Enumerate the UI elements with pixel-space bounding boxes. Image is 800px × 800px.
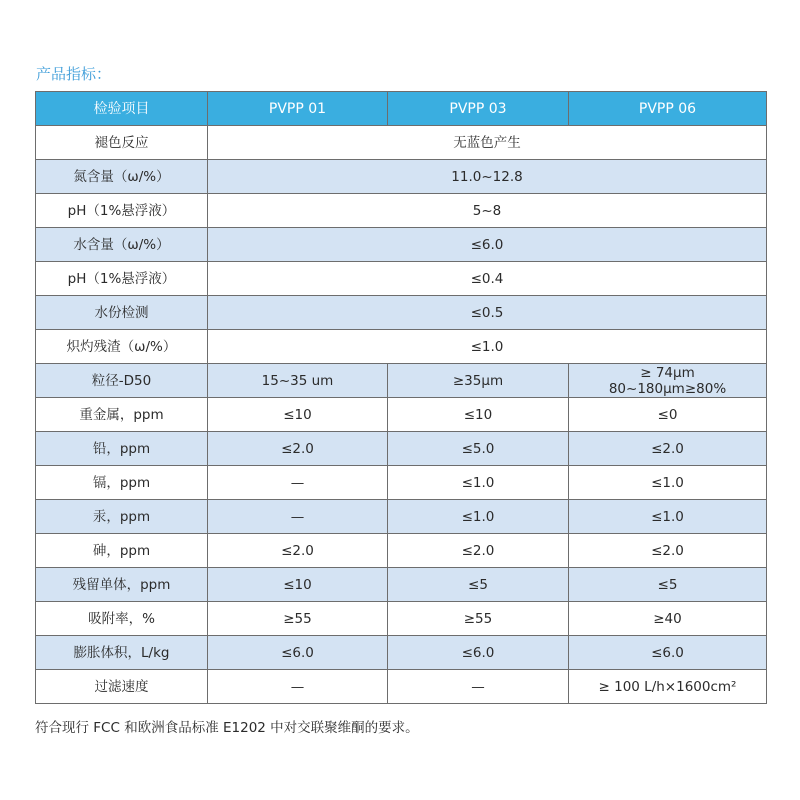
row-value-pvpp01: — — [208, 500, 388, 534]
row-value-pvpp03: ≥35μm — [388, 364, 569, 398]
row-label: 水份检测 — [36, 296, 208, 330]
table-row — [36, 602, 767, 636]
row-value-pvpp06: ≤5 — [569, 568, 767, 602]
compliance-note: 符合现行 FCC 和欧洲食品标准 E1202 中对交联聚维酮的要求。 — [35, 720, 419, 736]
row-value-merged: 5~8 — [208, 194, 767, 228]
spec-table — [35, 91, 767, 704]
row-value-pvpp01: — — [208, 466, 388, 500]
row-value-pvpp06: ≤6.0 — [569, 636, 767, 670]
table-row — [36, 500, 767, 534]
row-value-pvpp03: ≤10 — [388, 398, 569, 432]
table-row — [36, 262, 767, 296]
row-label: 炽灼残渣（ω/%） — [36, 330, 208, 364]
table-row — [36, 670, 767, 704]
row-label: 褪色反应 — [36, 126, 208, 160]
table-row — [36, 432, 767, 466]
table-header-row — [36, 92, 767, 126]
row-value-pvpp03: ≤1.0 — [388, 500, 569, 534]
row-value-merged: 无蓝色产生 — [208, 126, 767, 160]
table-row — [36, 466, 767, 500]
row-label: 过滤速度 — [36, 670, 208, 704]
row-label: 重金属，ppm — [36, 398, 208, 432]
row-value-pvpp01: ≤2.0 — [208, 432, 388, 466]
table-row — [36, 568, 767, 602]
table-row — [36, 126, 767, 160]
row-value-pvpp01: ≥55 — [208, 602, 388, 636]
row-value-merged: 11.0~12.8 — [208, 160, 767, 194]
row-value-pvpp03: ≤6.0 — [388, 636, 569, 670]
row-label: 氮含量（ω/%） — [36, 160, 208, 194]
row-value-pvpp06: ≥ 100 L/h×1600cm² — [569, 670, 767, 704]
row-value-pvpp01: ≤6.0 — [208, 636, 388, 670]
row-value-merged: ≤1.0 — [208, 330, 767, 364]
row-value-pvpp06-line2: 80~180μm≥80% — [608, 380, 727, 397]
page-title: 产品指标： — [36, 65, 112, 83]
row-value-pvpp03: ≤5.0 — [388, 432, 569, 466]
table-row — [36, 534, 767, 568]
row-label: 吸附率，% — [36, 602, 208, 636]
row-value-pvpp06 — [569, 364, 767, 398]
row-value-pvpp03: ≤1.0 — [388, 466, 569, 500]
row-label: 水含量（ω/%） — [36, 228, 208, 262]
header-pvpp06: PVPP 06 — [569, 92, 767, 126]
row-label: 汞，ppm — [36, 500, 208, 534]
row-label: 铅，ppm — [36, 432, 208, 466]
row-value-pvpp01: — — [208, 670, 388, 704]
row-value-pvpp06: ≤0 — [569, 398, 767, 432]
row-value-pvpp01: ≤10 — [208, 398, 388, 432]
table-row — [36, 160, 767, 194]
row-value-pvpp06: ≤1.0 — [569, 500, 767, 534]
row-value-pvpp03: ≥55 — [388, 602, 569, 636]
row-value-pvpp06: ≤2.0 — [569, 534, 767, 568]
row-value-pvpp06: ≤1.0 — [569, 466, 767, 500]
row-value-pvpp01: 15~35 um — [208, 364, 388, 398]
table-row — [36, 636, 767, 670]
row-label: 砷，ppm — [36, 534, 208, 568]
row-value-pvpp06: ≤2.0 — [569, 432, 767, 466]
header-pvpp01: PVPP 01 — [208, 92, 388, 126]
table-row — [36, 398, 767, 432]
row-value-pvpp03: — — [388, 670, 569, 704]
row-value-merged: ≤0.5 — [208, 296, 767, 330]
row-value-pvpp03: ≤2.0 — [388, 534, 569, 568]
row-value-pvpp03: ≤5 — [388, 568, 569, 602]
row-value-pvpp06: ≥40 — [569, 602, 767, 636]
row-label: 粒径-D50 — [36, 364, 208, 398]
row-label: 镉，ppm — [36, 466, 208, 500]
row-label: pH（1%悬浮液） — [36, 194, 208, 228]
table-row — [36, 194, 767, 228]
table-row — [36, 228, 767, 262]
table-row — [36, 330, 767, 364]
header-item: 检验项目 — [36, 92, 208, 126]
row-value-pvpp06-line1: ≥ 74μm — [640, 364, 695, 381]
table-row — [36, 296, 767, 330]
row-value-merged: ≤6.0 — [208, 228, 767, 262]
table-row — [36, 364, 767, 398]
row-label: 膨胀体积，L/kg — [36, 636, 208, 670]
row-value-merged: ≤0.4 — [208, 262, 767, 296]
row-value-pvpp01: ≤10 — [208, 568, 388, 602]
row-value-pvpp01: ≤2.0 — [208, 534, 388, 568]
header-pvpp03: PVPP 03 — [388, 92, 569, 126]
row-label: 残留单体，ppm — [36, 568, 208, 602]
row-label: pH（1%悬浮液） — [36, 262, 208, 296]
